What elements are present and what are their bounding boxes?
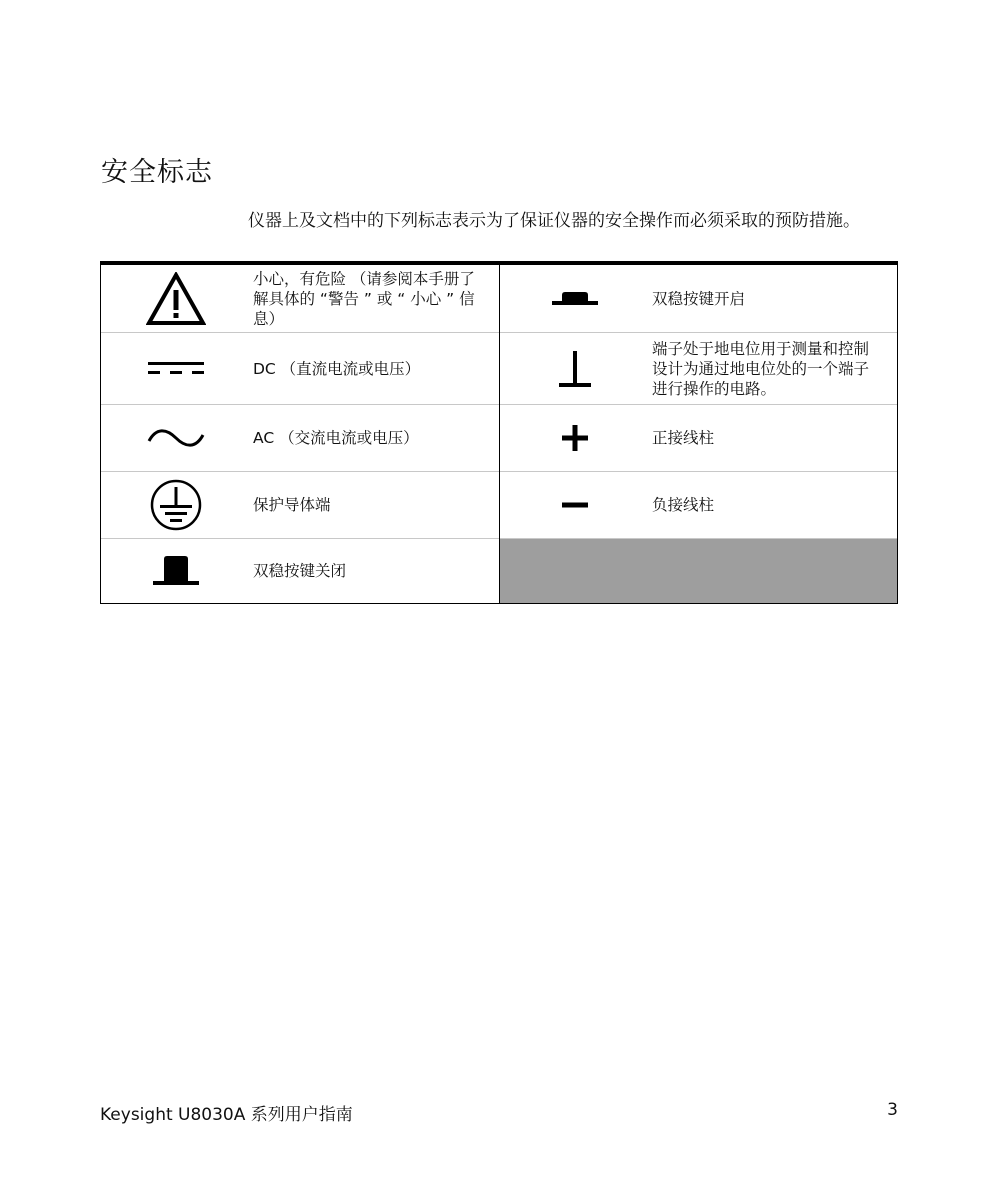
row-description (253, 539, 495, 603)
table-row (500, 472, 897, 539)
push-button-out-icon (101, 539, 251, 603)
left-column (101, 265, 500, 603)
table-row (500, 333, 897, 405)
row-description (652, 333, 893, 404)
footer-manual-title: Keysight U8030A 系列用户指南 (100, 1105, 353, 1125)
desc-line: 双稳按键开启 (652, 289, 746, 308)
desc-line: 正接线柱 (652, 429, 715, 447)
row-description (253, 333, 495, 404)
row-description (652, 405, 893, 471)
ac-sine-icon (101, 405, 251, 471)
table-row (101, 333, 499, 405)
desc-line: 双稳按键关闭 (253, 562, 347, 580)
desc-line: AC （交流电流或电压） (253, 429, 419, 447)
desc-line: 进行操作的电路。 (652, 379, 777, 398)
table-row (101, 265, 499, 333)
right-column (500, 265, 897, 603)
row-description (652, 472, 893, 538)
safety-symbol-table (100, 261, 898, 604)
empty-cell (500, 539, 897, 603)
table-row (101, 405, 499, 472)
desc-line: 保护导体端 (253, 496, 331, 514)
page-title: 安全标志 (101, 157, 213, 188)
row-description (253, 265, 495, 332)
warning-triangle-icon (101, 265, 251, 332)
page-number: 3 (887, 1100, 898, 1120)
desc-line: 小心，有危险 （请参阅本手册了 (253, 269, 475, 288)
table-row (101, 539, 499, 603)
desc-line: DC （直流电流或电压） (253, 359, 421, 378)
desc-line: 负接线柱 (652, 496, 715, 514)
table-row (500, 405, 897, 472)
table-row (500, 265, 897, 333)
row-description (652, 265, 893, 332)
minus-icon (500, 472, 650, 538)
row-description (253, 472, 495, 538)
intro-text: 仪器上及文档中的下列标志表示为了保证仪器的安全操作而必须采取的预防措施。 (248, 211, 860, 231)
desc-line: 设计为通过地电位处的一个端子 (652, 359, 870, 378)
dc-symbol-icon (101, 333, 251, 404)
desc-line: 端子处于地电位用于测量和控制 (652, 339, 870, 358)
desc-line: 解具体的 “警告 ” 或 “ 小心 ” 信息） (253, 289, 475, 328)
push-button-in-icon (500, 265, 650, 332)
frame-ground-icon (500, 333, 650, 404)
row-description (253, 405, 495, 471)
protective-earth-icon (101, 472, 251, 538)
table-row (101, 472, 499, 539)
plus-icon (500, 405, 650, 471)
